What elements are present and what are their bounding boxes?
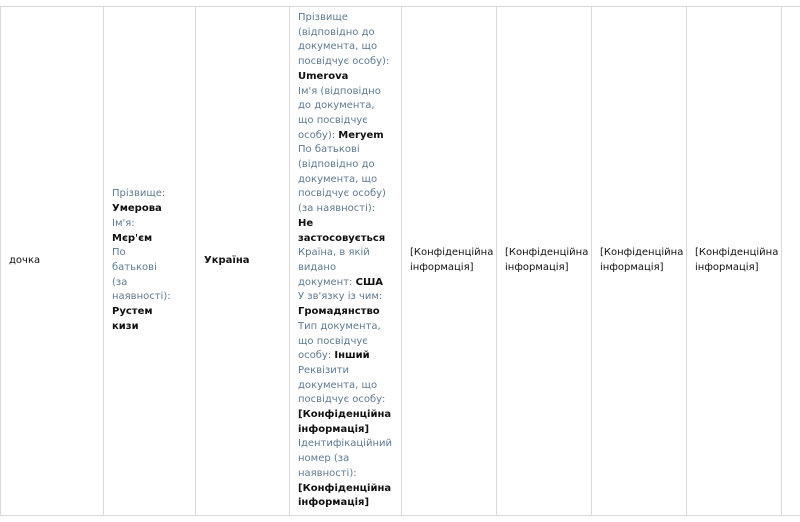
doc-surname-value: Umerova: [298, 70, 349, 82]
doc-name-label: особу):: [298, 129, 336, 141]
id-number-value: інформація]: [298, 497, 370, 509]
family-member-table: [0, 6, 800, 516]
confidential-text: інформація]: [505, 262, 569, 273]
confidential-text: [Конфіденційна: [505, 247, 589, 259]
details-value: [Конфіденційна: [298, 409, 392, 421]
id-number-label: номер (за: [298, 453, 350, 465]
confidential-cell: [402, 7, 497, 516]
details-value: інформація]: [298, 423, 370, 435]
doc-surname-label: Прізвище: [298, 12, 348, 24]
patronymic-label-line: наявності):: [112, 291, 171, 303]
surname-label: Прізвище:: [112, 188, 166, 200]
confidential-text: інформація]: [600, 262, 664, 273]
details-label: посвідчує особу:: [298, 394, 386, 406]
doc-patronymic-value: застосовується: [298, 232, 386, 244]
doc-name-label: Ім'я (відповідно: [298, 85, 381, 97]
confidential-cell: [592, 7, 687, 516]
doc-surname-label: (відповідно до: [298, 26, 375, 38]
patronymic-label-line: батькові: [112, 262, 157, 273]
reason-value: Громадянство: [298, 306, 380, 318]
doctype-label: що посвідчує: [298, 335, 368, 347]
citizenship-value: Україна: [204, 254, 250, 266]
country-line: [298, 276, 393, 291]
doctype-line: [298, 349, 393, 364]
confidential-cell: [687, 7, 782, 516]
confidential-text: [Конфіденційна: [600, 247, 684, 259]
confidential-text: [Конфіденційна: [695, 247, 779, 259]
doc-name-label: що посвідчує: [298, 114, 368, 126]
doc-name-line: [298, 129, 393, 144]
doc-patronymic-label: документа, що: [298, 173, 378, 185]
doctype-value: Інший: [334, 350, 370, 362]
surname-value: Умерова: [112, 203, 162, 215]
confidential-text: інформація]: [695, 262, 759, 273]
doctype-label: Тип документа,: [298, 320, 381, 332]
document-cell: [290, 7, 402, 516]
patronymic-label-line: (за: [112, 276, 128, 288]
doc-patronymic-label: (відповідно до: [298, 159, 375, 171]
doc-patronymic-value: Не: [298, 217, 314, 229]
details-label: документа, що: [298, 379, 378, 391]
citizenship-cell: [196, 7, 290, 516]
first-name-value: Мєр'єм: [112, 232, 153, 244]
country-label: видано: [298, 262, 337, 273]
doctype-label: особу:: [298, 350, 332, 362]
id-number-label: наявності):: [298, 467, 357, 479]
doc-patronymic-line: [298, 202, 393, 231]
details-label: Реквізити: [298, 364, 350, 376]
country-label: документ:: [298, 276, 353, 288]
country-label: Країна, в якій: [298, 247, 370, 259]
country-value: США: [355, 276, 384, 288]
table-row: [1, 7, 800, 516]
name-cell: [104, 7, 196, 516]
confidential-cell: [497, 7, 592, 516]
doc-patronymic-label: посвідчує особу): [298, 188, 386, 200]
patronymic-value-line: кизи: [112, 320, 139, 332]
doc-name-label: до документа,: [298, 100, 375, 112]
doc-name-value: Meryem: [338, 129, 384, 141]
doc-patronymic-label: (за наявності):: [298, 203, 376, 215]
doc-surname-label: документа, що: [298, 41, 378, 53]
relation-value: дочка: [9, 254, 41, 266]
first-name-label: Ім'я:: [112, 217, 135, 229]
patronymic-value-line: Рустем: [112, 306, 153, 318]
doc-patronymic-label: По батькові: [298, 144, 360, 156]
id-number-value: [Конфіденційна: [298, 482, 392, 494]
reason-label: У зв'язку із чим:: [298, 291, 383, 303]
id-number-label: Ідентифікаційний: [298, 438, 392, 450]
patronymic-label-line: По: [112, 247, 126, 259]
confidential-text: інформація]: [410, 262, 474, 273]
relation-cell: [1, 7, 104, 516]
table-edge-cell: [782, 7, 800, 516]
confidential-text: [Конфіденційна: [410, 247, 494, 259]
doc-surname-label: посвідчує особу):: [298, 56, 390, 68]
